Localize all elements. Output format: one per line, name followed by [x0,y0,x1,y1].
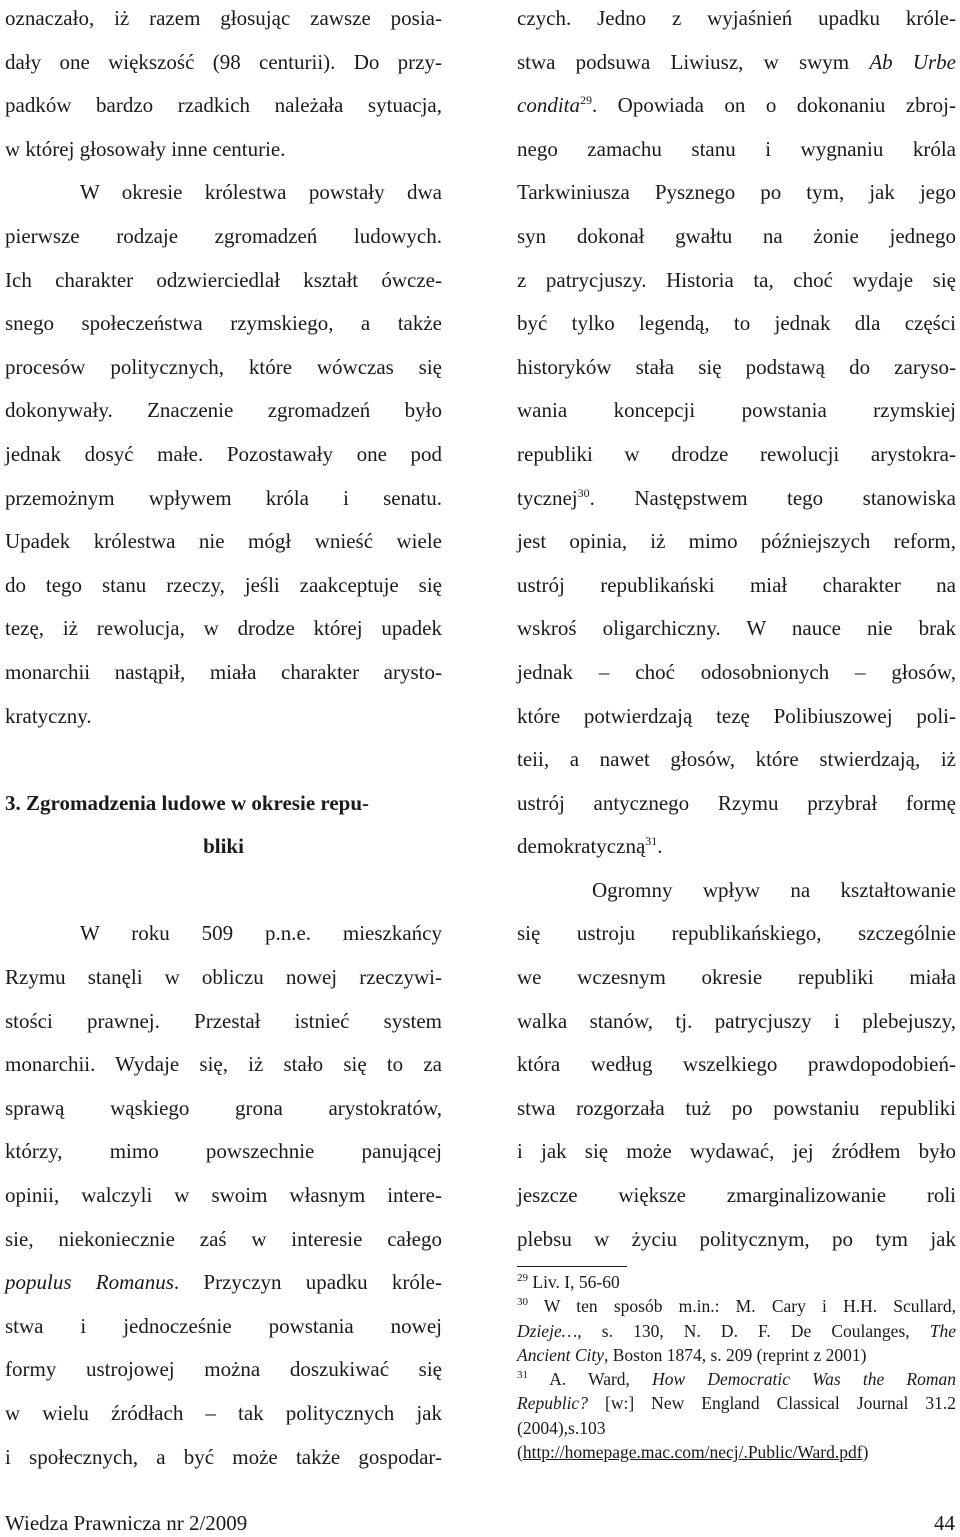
paragraph-walka-stanow [517,869,956,1261]
footnote-ref-29[interactable]: 29 [580,93,592,108]
text-run: . Przyczyn upadku króle- [173,1270,442,1295]
text-line [517,477,956,521]
text-line: stości prawnej. Przestał istnieć system [5,1008,442,1033]
journal-title: Wiedza Prawnicza nr 2/2009 [5,1511,248,1535]
text-line: przemożnym wpływem króla i senatu. [5,485,442,510]
text-run: . [657,834,663,859]
text-line: jednak dosyć małe. Pozostawały one pod [5,441,442,466]
page-footer [5,1510,955,1537]
text-line: którzy, mimo powszechnie panującej [5,1139,442,1164]
footnote-number: 30 [517,1296,528,1309]
text-line: Ogromny wpływ na kształtowanie [592,877,956,902]
text-line: procesów politycznych, które wówczas się [5,354,442,379]
footnote-text: , Boston 1874, s. 209 (reprint z 2001) [604,1344,867,1365]
text-line: sprawą wąskiego grona arystokratów, [5,1095,442,1120]
italic-phrase: populus Romanus [5,1270,174,1295]
footnote-number: 31 [517,1369,528,1382]
text-line: wskroś oligarchiczny. W nauce nie brak [517,616,956,641]
text-line: walka stanów, tj. patrycjuszy i plebejuszy, [517,1008,956,1033]
italic-title: Dzieje… [517,1320,578,1341]
footnote-29 [517,1270,956,1294]
italic-title: The [929,1320,956,1341]
left-column [5,0,442,1479]
footnotes [517,1270,956,1464]
text-line: Upadek królestwa nie mógł wnieść wiele [5,529,442,554]
footnote-separator [517,1266,627,1267]
text-line: kratyczny. [5,703,92,728]
text-line [517,84,956,128]
text-line: ustrój antycznego Rzymu przybrał formę [517,790,956,815]
text-line: być tylko legendą, to jednak dla części [517,311,956,336]
text-run: . Opowiada on o dokonaniu zbroj- [592,93,956,118]
text-line: czych. Jedno z wyjaśnień upadku króle- [517,6,956,30]
text-line: jednak – choć odosobnionych – głosów, [517,659,956,684]
spacer [5,738,442,782]
text-line: opinii, walczyli w swoim własnym intere- [5,1183,442,1208]
footnote-text: ( [517,1442,523,1463]
text-line: historyków stała się podstawą do zaryso- [517,354,956,379]
text-line: formy ustrojowej można doszukiwać się [5,1357,442,1382]
text-line: która według wszelkiego prawdopodobień- [517,1052,956,1077]
text-line: jest opinia, iż mimo późniejszych reform, [517,529,956,554]
text-line: tezę, iż rewolucja, w drodze której upadek [5,616,442,641]
text-line: się ustroju republikańskiego, szczególnie [517,921,956,946]
text-line: i społecznych, a być może także gospodar- [5,1444,442,1469]
text-line: ustrój republikański miał charakter na [517,572,956,597]
text-run: tycznej [517,485,578,510]
footnote-number: 29 [517,1272,528,1285]
italic-title: Ab Urbe [869,49,956,74]
footnote-30-line [517,1343,956,1367]
text-line: snego społeczeństwa rzymskiego, a także [5,311,442,336]
text-line: dały one większość (98 centurii). Do przy- [5,49,442,74]
text-run: demokratyczną [517,834,646,859]
heading-line: bliki [203,834,244,859]
italic-title: Republic? [517,1393,588,1414]
footnote-31-line [517,1440,956,1464]
text-line: W roku 509 p.n.e. mieszkańcy [80,921,442,946]
footnote-text: W ten sposób m.in.: M. Cary i H.H. Scullard, [528,1296,956,1317]
text-line [517,825,956,869]
page-number: 44 [934,1511,955,1535]
text-line: i jak się może wydawać, jej źródłem było [517,1139,956,1164]
paragraph-republika [5,912,442,1479]
text-line: padków bardzo rzadkich należała sytuacja, [5,93,442,118]
paragraph-liwiusz [517,0,956,869]
text-line: do tego stanu rzeczy, jeśli zaakceptuje się [5,572,442,597]
italic-title: How Democratic Was the Roman [652,1369,956,1390]
footnote-text: A. Ward, [528,1369,653,1390]
text-line: oznaczało, iż razem głosując zawsze posia- [5,6,442,30]
text-line: stwa rozgorzała tuż po powstaniu republiki [517,1095,956,1120]
text-line [5,1261,442,1305]
footnote-text: Liv. I, 56-60 [528,1272,620,1292]
italic-title: Ancient City [517,1344,604,1365]
section-heading [5,782,442,869]
text-line: we wczesnym okresie republiki miała [517,965,956,990]
footnote-text: , s. 130, N. D. F. De Coulanges, [577,1320,930,1341]
footnote-31 [517,1367,956,1391]
text-line: nego zamachu stanu i wygnaniu króla [517,136,956,161]
footnote-31-line: (2004),s.103 [517,1417,606,1438]
text-run: stwa podsuwa Liwiusz, w swym [517,49,870,74]
footnote-ref-30[interactable]: 30 [577,485,590,500]
footnote-text: ) [862,1442,869,1463]
footnote-ref-31[interactable]: 31 [645,834,658,849]
footnote-31-line [517,1391,956,1415]
text-line: stwa i jednocześnie powstania nowej [5,1313,442,1338]
text-run: . Następstwem tego stanowiska [589,485,956,510]
text-line: w której głosowały inne centurie. [5,136,286,161]
text-line: które potwierdzają tezę Polibiuszowej poli- [517,703,956,728]
text-line: monarchii. Wydaje się, iż stało się to za [5,1052,442,1077]
text-line: teii, a nawet głosów, które stwierdzają, iż [517,747,956,772]
spacer [5,869,442,913]
footnote-text: [w:] New England Classical Journal 31.2 [587,1393,956,1414]
footnote-link[interactable]: http://homepage.mac.com/necj/.Public/Ward.pdf [522,1442,863,1463]
text-line: dokonywały. Znaczenie zgromadzeń było [5,398,442,423]
text-line: wania koncepcji powstania rzymskiej [517,398,956,423]
italic-title: condita [517,93,580,118]
heading-line: 3. Zgromadzenia ludowe w okresie repu- [5,790,370,815]
text-line: z patrycjuszy. Historia ta, choć wydaje się [517,267,956,292]
footnote-30-line [517,1319,956,1343]
text-line: plebsu w życiu politycznym, po tym jak [517,1226,956,1251]
text-line: monarchii nastąpił, miała charakter arysto- [5,659,442,684]
footnote-30 [517,1294,956,1318]
text-line: sie, niekoniecznie zaś w interesie całego [5,1226,442,1251]
text-line: jeszcze większe zmarginalizowanie roli [517,1183,956,1208]
text-line: Ich charakter odzwierciedlał kształt ówcze- [5,267,442,292]
text-line [517,41,956,85]
text-line: Rzymu stanęli w obliczu nowej rzeczywi- [5,965,442,990]
text-line: w wielu źródłach – tak politycznych jak [5,1401,442,1425]
text-line: Tarkwiniusza Pysznego po tym, jak jego [517,180,956,205]
paragraph-krolestwo [5,171,442,738]
text-line: W okresie królestwa powstały dwa [80,180,442,205]
text-line: pierwsze rodzaje zgromadzeń ludowych. [5,223,442,248]
text-line: syn dokonał gwałtu na żonie jednego [517,223,956,248]
paragraph-centurie [5,0,442,171]
right-column [517,0,956,1261]
text-line: republiki w drodze rewolucji arystokra- [517,441,956,466]
